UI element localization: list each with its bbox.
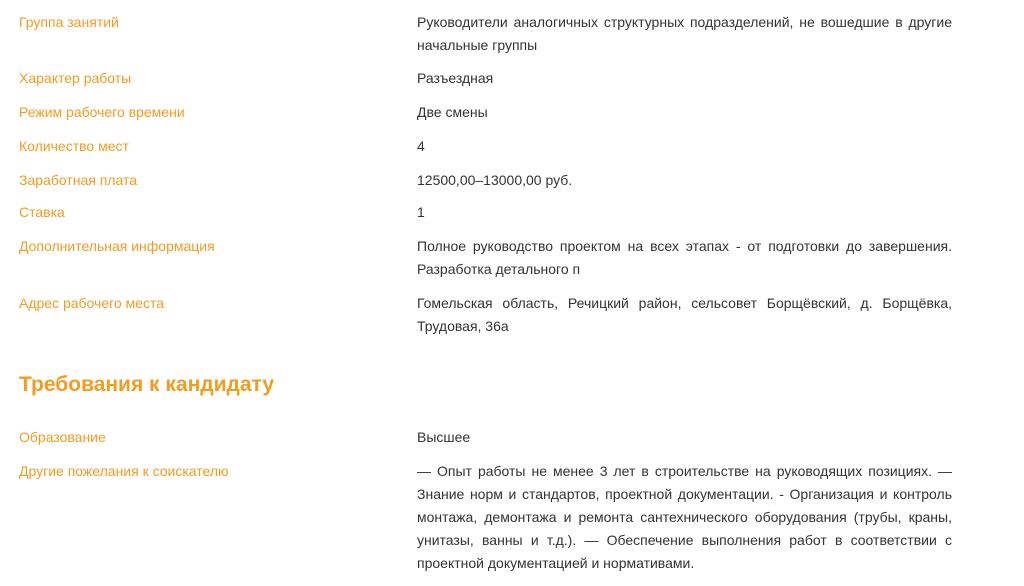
requirement-value: — Опыт работы не менее 3 лет в строительстве на руководящих позициях. — Знание норм и стандартов, проектной документации. - Организация и контроль монтажа, демонтажа и ремонта сантехнического оборудования (трубы, краны, унитазы, ванны и т.д.). — Обеспечение выполнения работ в соответствии с проектной документацией и нормативами. xyxy=(417,463,952,571)
detail-row-rate xyxy=(19,200,952,224)
detail-value: 4 xyxy=(417,138,425,154)
requirement-row-other-wishes xyxy=(19,459,952,575)
detail-label: Дополнительная информация xyxy=(19,238,215,254)
detail-label: Количество мест xyxy=(19,138,129,154)
detail-label: Режим рабочего времени xyxy=(19,104,185,120)
detail-label: Группа занятий xyxy=(19,14,119,30)
detail-row-vacancies-count xyxy=(19,134,952,158)
detail-label: Ставка xyxy=(19,204,65,220)
detail-value: Разъездная xyxy=(417,70,494,86)
detail-label: Адрес рабочего места xyxy=(19,295,165,311)
detail-row-salary xyxy=(19,168,952,192)
requirement-value: Высшее xyxy=(417,429,471,445)
detail-value: Две смены xyxy=(417,104,488,120)
detail-value: Полное руководство проектом на всех этапах - от подготовки до завершения. Разработка детального п xyxy=(417,238,952,277)
detail-value: Руководители аналогичных структурных подразделений, не вошедшие в другие начальные группы xyxy=(417,14,952,53)
requirement-row-education xyxy=(19,425,952,449)
detail-label: Характер работы xyxy=(19,70,132,86)
detail-row-work-schedule xyxy=(19,100,952,124)
detail-value: 12500,00–13000,00 руб. xyxy=(417,172,573,188)
detail-row-workplace-address xyxy=(19,291,952,338)
detail-value: 1 xyxy=(417,204,425,220)
requirement-label: Другие пожелания к соискателю xyxy=(19,463,229,479)
requirements-heading: Требования к кандидату xyxy=(19,373,275,396)
detail-value: Гомельская область, Речицкий район, сельсовет Борщёвский, д. Борщёвка, Трудовая, 36а xyxy=(417,295,952,334)
detail-row-work-nature xyxy=(19,66,952,90)
detail-label: Заработная плата xyxy=(19,172,137,188)
detail-row-additional-info xyxy=(19,234,952,281)
detail-row-occupation-group xyxy=(19,10,952,57)
requirement-label: Образование xyxy=(19,429,106,445)
